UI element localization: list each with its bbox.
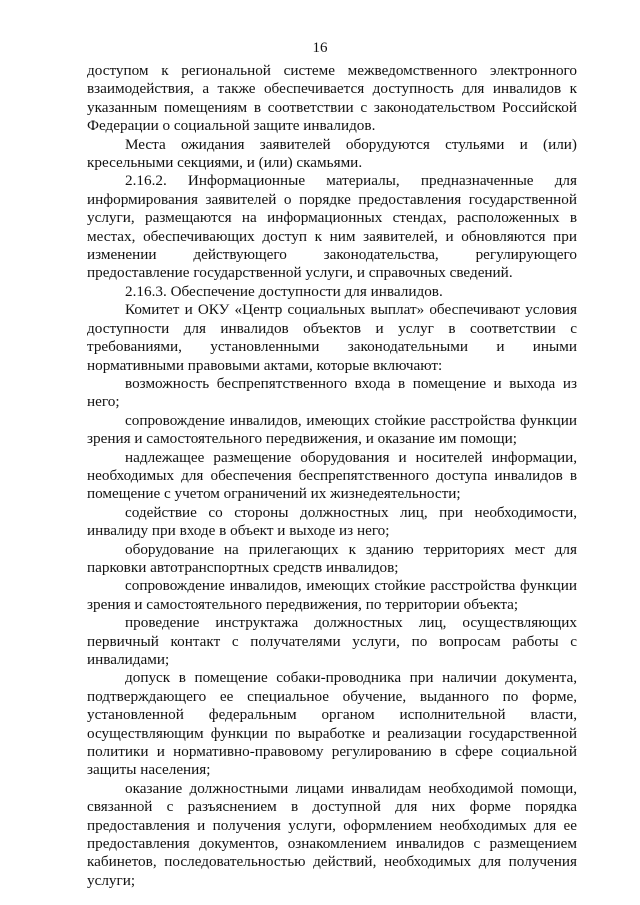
list-item-escort-help: сопровождение инвалидов, имеющих стойкие расстройства функции зрения и самостоятельного передвижения, и оказание им помощи; bbox=[87, 411, 577, 448]
list-item-escort-territory: сопровождение инвалидов, имеющих стойкие расстройства функции зрения и самостоятельного передвижения, по территории объекта; bbox=[87, 577, 577, 613]
paragraph-2-16-3-heading: 2.16.3. Обеспечение доступности для инвалидов. bbox=[125, 282, 443, 300]
paragraph-conditions-intro: Комитет и ОКУ «Центр социальных выплат» обеспечивают условия доступности для инвалидов объектов и услуг в соответствии с требованиями, установленными законодательными и иными нормативными правовыми актами, которые включают: bbox=[87, 301, 577, 374]
list-item-guide-dog: допуск в помещение собаки-проводника при наличии документа, подтверждающего ее специальное обучение, выданного по форме, установленной федеральным органом исполнительной власти, осуществляющим функции по выработке и реализации государственной политики и нормативно-правовому регулированию в сфере социальной защиты населения; bbox=[87, 669, 577, 779]
document-body bbox=[87, 62, 577, 890]
paragraph-2-16-2: 2.16.2. Информационные материалы, предназначенные для информирования заявителей о порядке предоставления государственной услуги, размещаются на информационных стендах, расположенных в местах, обеспечивающих доступ к ним заявителей, и обновляются при изменении действующего законодательства, регулирующего предоставление государственной услуги, и справочных сведений. bbox=[87, 172, 577, 282]
list-item-equipment-placement: надлежащее размещение оборудования и носителей информации, необходимых для обеспечения беспрепятственного доступа инвалидов в помещение с учетом ограничений их жизнедеятельности; bbox=[87, 448, 577, 503]
list-item-staff-assistance: содействие со стороны должностных лиц, при необходимости, инвалиду при входе в объект и выходе из него; bbox=[87, 503, 577, 540]
paragraph-waiting-areas: Места ожидания заявителей оборудуются стульями и (или) кресельными секциями, и (или) скамьями. bbox=[87, 135, 577, 172]
page-number: 16 bbox=[312, 40, 328, 56]
paragraph-continuation: доступом к региональной системе межведомственного электронного взаимодействия, а также обеспечивается доступность для инвалидов к указанным помещениям в соответствии с законодательством Российской Федерации о социальной защите инвалидов. bbox=[87, 62, 577, 135]
list-item-entrance: возможность беспрепятственного входа в помещение и выхода из него; bbox=[87, 374, 577, 411]
list-item-staff-briefing: проведение инструктажа должностных лиц, осуществляющих первичный контакт с получателями услуги, по вопросам работы с инвалидами; bbox=[87, 614, 577, 668]
list-item-staff-help-explanation: оказание должностными лицами инвалидам необходимой помощи, связанной с разъяснением в доступной для них форме порядка предоставления и получения услуги, оформлением необходимых для ее предоставления документов, ознакомлением инвалидов с размещением кабинетов, последовательностью действий, необходимых для получения услуги; bbox=[87, 779, 577, 889]
list-item-parking: оборудование на прилегающих к зданию территориях мест для парковки автотранспортных средств инвалидов; bbox=[87, 540, 577, 576]
